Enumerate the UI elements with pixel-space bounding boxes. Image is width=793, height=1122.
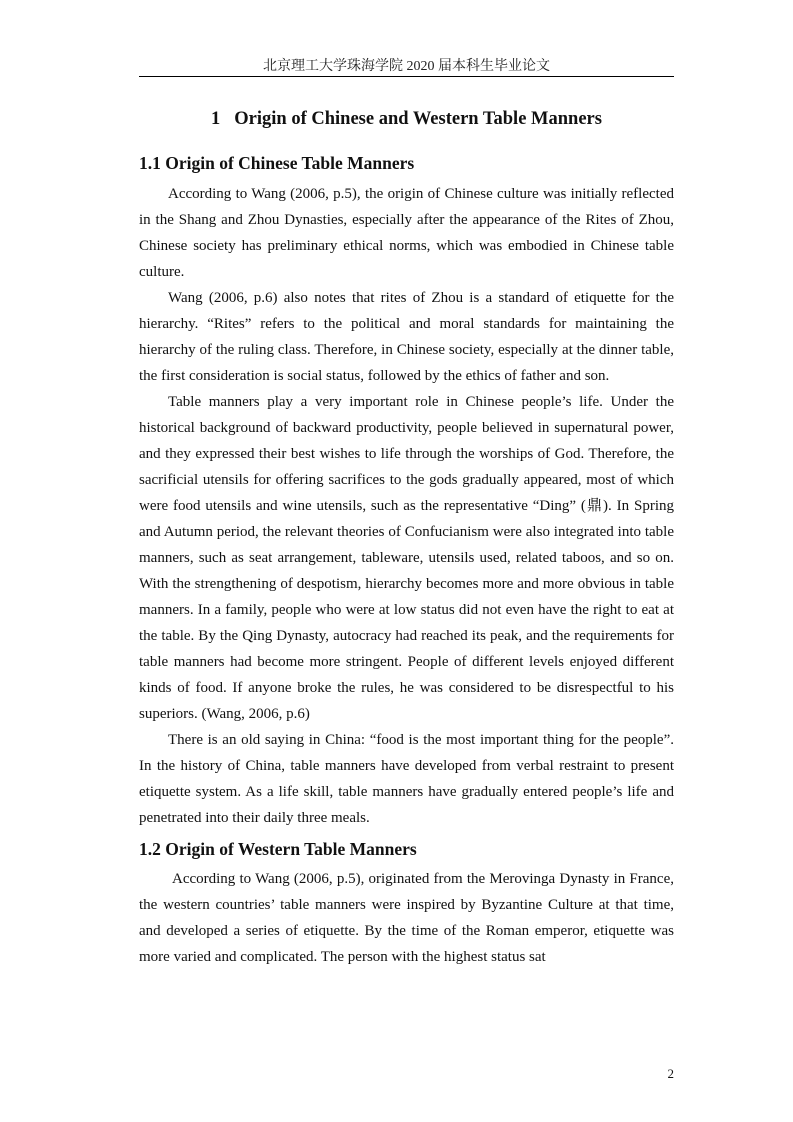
- page-number: 2: [667, 1066, 674, 1081]
- chapter-number: 1: [211, 109, 221, 129]
- chapter-title: [139, 105, 674, 133]
- body-paragraph: Wang (2006, p.6) also notes that rites of Zhou is a standard of etiquette for the hierarchy. “Rites” refers to the political and moral standards for maintaining the hierarchy of the ruling class. Therefore, in Chinese society, especially at the dinner table, the first consideration is social status, followed by the ethics of father and son.: [139, 290, 674, 384]
- body-paragraph: According to Wang (2006, p.5), originated from the Merovinga Dynasty in France, the western countries’ table manners were inspired by Byzantine Culture at that time, and developed a series of etiquette. By the time of the Roman emperor, etiquette was more varied and complicated. The person with the highest status sat: [139, 871, 674, 965]
- section-heading: 1.1 Origin of Chinese Table Manners: [139, 153, 415, 173]
- header-divider: [139, 76, 674, 77]
- running-header: 北京理工大学珠海学院 2020 届本科生毕业论文: [263, 59, 550, 74]
- body-paragraph: There is an old saying in China: “food is the most important thing for the people”. In the history of China, table manners have developed from verbal restraint to present etiquette system. As a life skill, table manners have gradually entered people’s life and penetrated into their daily three meals.: [139, 732, 674, 826]
- chapter-title-text: Origin of Chinese and Western Table Manners: [234, 109, 602, 129]
- page-body: [139, 100, 674, 970]
- body-paragraph: Table manners play a very important role in Chinese people’s life. Under the historical background of backward productivity, people believed in supernatural power, and they expressed their best wishes to life through the worships of God. Therefore, the sacrificial utensils for offering sacrifices to the gods gradually appeared, most of which were food utensils and wine utensils, such as the representative “Ding” (鼎). In Spring and Autumn period, the relevant theories of Confucianism were also integrated into table manners, such as seat arrangement, tableware, utensils used, related taboos, and so on. With the strengthening of despotism, hierarchy becomes more and more obvious in table manners. In a family, people who were at low status did not even have the right to eat at the table. By the Qing Dynasty, autocracy had reached its peak, and the requirements for table manners had become more stringent. People of different levels enjoyed different kinds of food. If anyone broke the rules, he was considered to be disrespectful to his superiors. (Wang, 2006, p.6): [139, 394, 674, 722]
- body-paragraph: According to Wang (2006, p.5), the origin of Chinese culture was initially reflected in the Shang and Zhou Dynasties, especially after the appearance of the Rites of Zhou, Chinese society has preliminary ethical norms, which was embodied in Chinese table culture.: [139, 186, 674, 280]
- section-heading: 1.2 Origin of Western Table Manners: [139, 839, 417, 859]
